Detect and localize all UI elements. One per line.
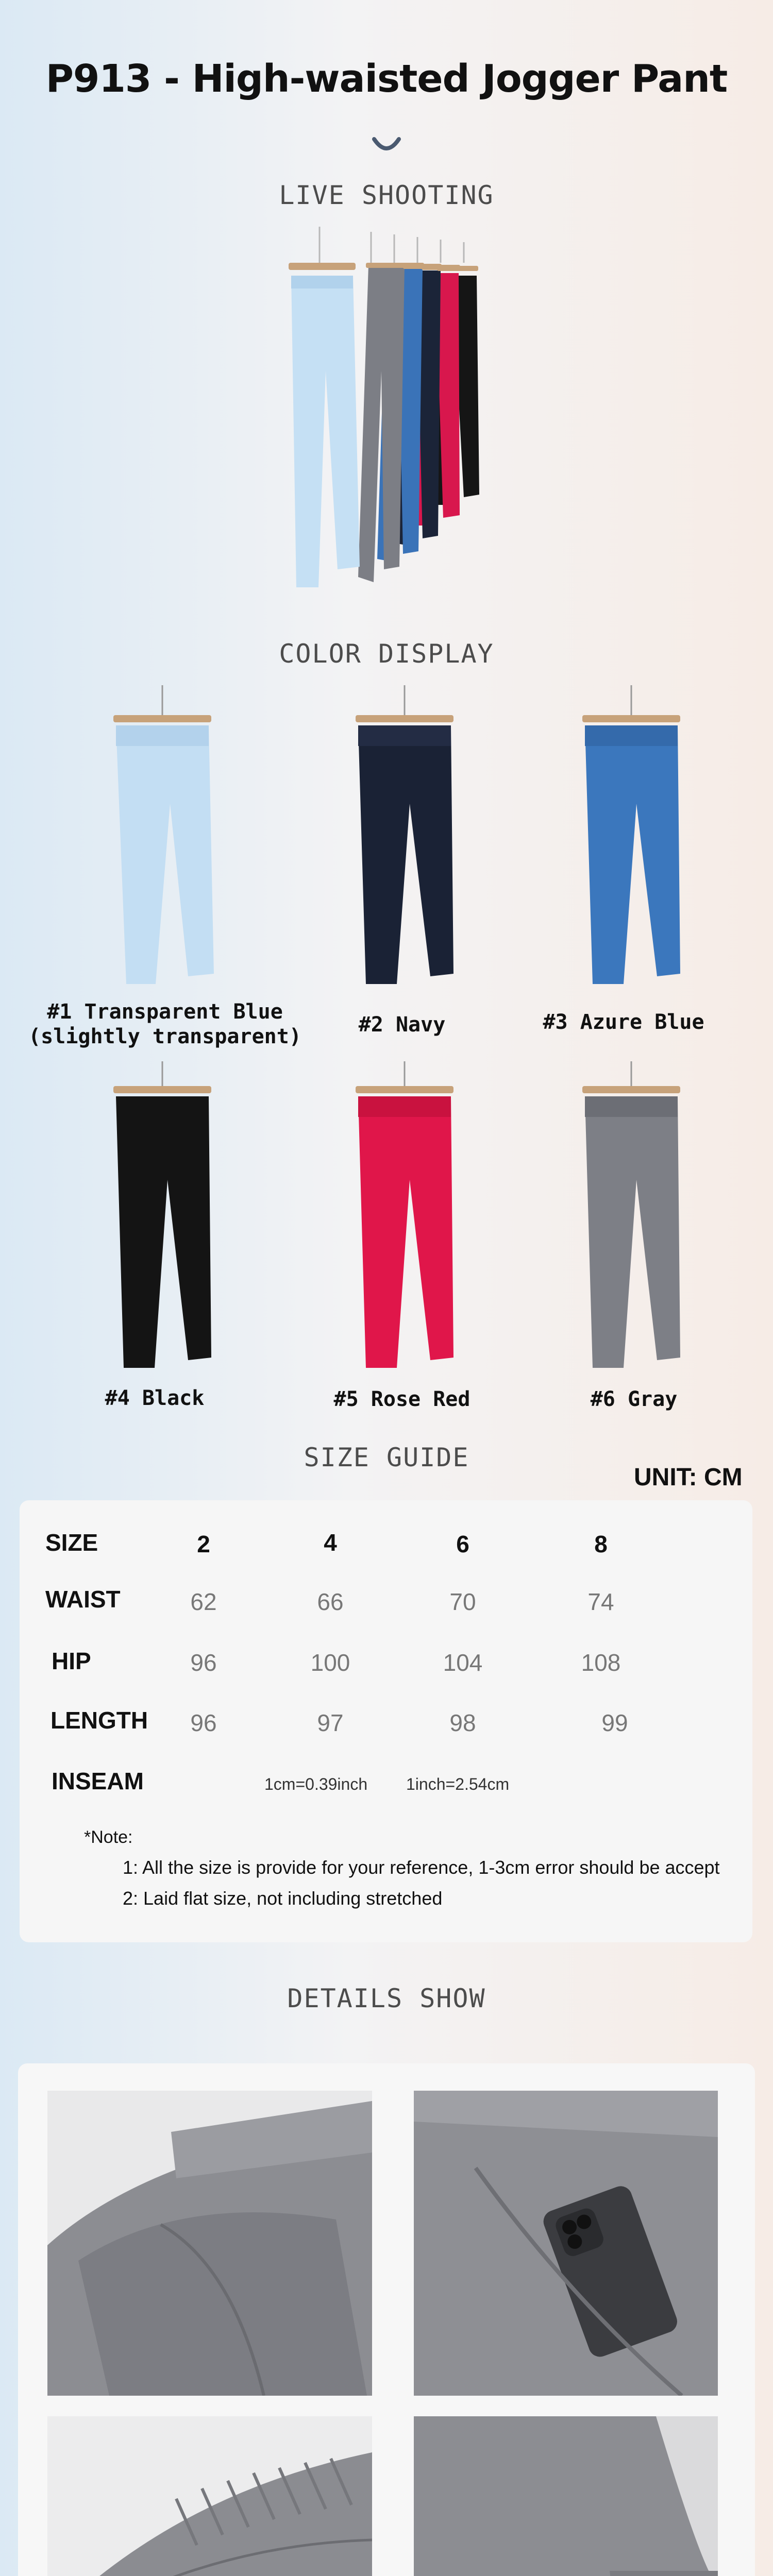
size-6: 6 [456, 1531, 469, 1557]
note-2: 2: Laid flat size, not including stretched [123, 1888, 443, 1909]
waist-2: 62 [190, 1588, 217, 1615]
row-label-hip: HIP [52, 1648, 91, 1674]
detail-photo-pocket[interactable] [414, 2091, 718, 2396]
length-8: 99 [601, 1709, 628, 1736]
length-4: 97 [317, 1709, 344, 1736]
waist-4: 66 [317, 1588, 344, 1615]
pant-azure-blue[interactable] [572, 685, 691, 994]
color-label-1: #1 Transparent Blue (slightly transparent) [28, 1000, 301, 1048]
details-card [18, 2063, 755, 2576]
pant-gray[interactable] [572, 1061, 691, 1370]
color-label-6: #6 Gray [590, 1387, 678, 1411]
hip-2: 96 [190, 1649, 217, 1676]
size-2: 2 [197, 1531, 210, 1557]
size-guide-heading: SIZE GUIDE [304, 1443, 469, 1472]
color-label-3: #3 Azure Blue [543, 1010, 704, 1034]
row-label-size: SIZE [45, 1529, 98, 1556]
hip-4: 100 [310, 1649, 350, 1676]
size-4: 4 [324, 1529, 337, 1556]
details-show-heading: DETAILS SHOW [287, 1984, 486, 2013]
unit-label: UNIT: CM [634, 1464, 743, 1491]
row-label-length: LENGTH [51, 1707, 148, 1734]
page-title: P913 - High-waisted Jogger Pant [45, 57, 728, 101]
waist-8: 74 [587, 1588, 614, 1615]
hip-6: 104 [443, 1649, 483, 1676]
row-label-inseam: INSEAM [52, 1768, 144, 1794]
size-guide-card [20, 1500, 752, 1942]
length-2: 96 [190, 1709, 217, 1736]
pant-navy[interactable] [345, 685, 464, 994]
live-shooting-photo [268, 227, 526, 608]
smile-divider-icon [371, 135, 402, 156]
size-8: 8 [594, 1531, 608, 1557]
pant-rose-red[interactable] [345, 1061, 464, 1370]
color-label-4: #4 Black [105, 1386, 205, 1410]
row-label-waist: WAIST [45, 1586, 121, 1613]
conversion-cm-inch: 1cm=0.39inch [264, 1775, 368, 1793]
detail-photo-waistband[interactable] [47, 2091, 372, 2396]
pant-black[interactable] [103, 1061, 222, 1370]
note-title: *Note: [84, 1827, 133, 1847]
waist-6: 70 [449, 1588, 476, 1615]
live-shooting-heading: LIVE SHOOTING [279, 180, 494, 210]
conversion-inch-cm: 1inch=2.54cm [406, 1775, 510, 1793]
pant-transparent-blue[interactable] [103, 685, 222, 994]
detail-photo-elastic[interactable] [47, 2416, 372, 2576]
detail-photo-cuff[interactable] [414, 2416, 718, 2576]
color-label-5: #5 Rose Red [333, 1387, 470, 1411]
length-6: 98 [449, 1709, 476, 1736]
hip-8: 108 [581, 1649, 621, 1676]
color-display-heading: COLOR DISPLAY [279, 639, 494, 669]
note-1: 1: All the size is provide for your reference, 1-3cm error should be accept [123, 1857, 720, 1878]
color-label-2: #2 Navy [358, 1013, 446, 1037]
